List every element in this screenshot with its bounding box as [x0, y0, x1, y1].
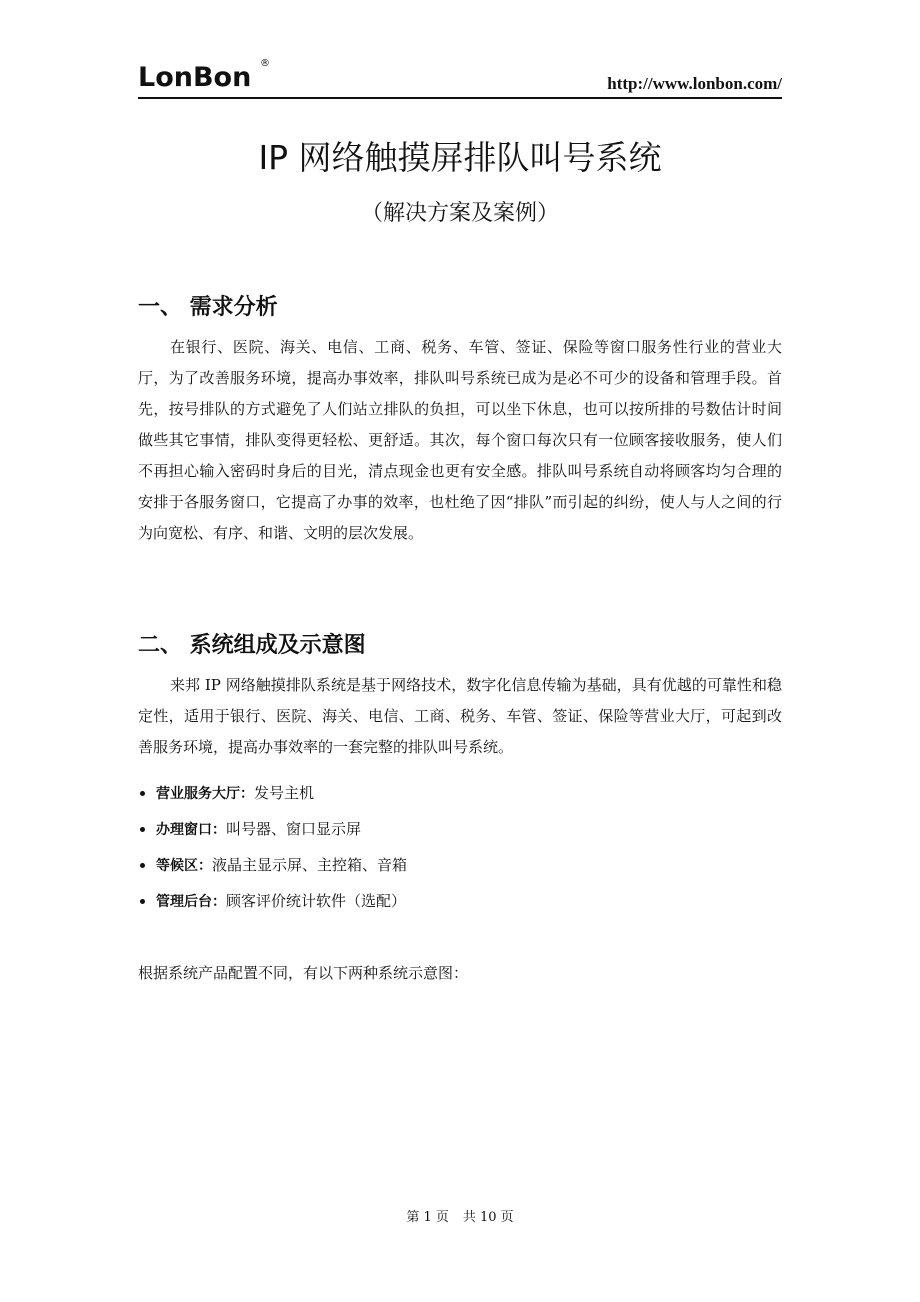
bullet-icon — [140, 827, 145, 832]
bullet-icon — [140, 791, 145, 796]
bullet-icon — [140, 863, 145, 868]
page-footer — [0, 1206, 920, 1225]
system-paragraph: 来邦 IP 网络触摸排队系统是基于网络技术，数字化信息传输为基础，具有优越的可靠性和稳定性，适用于银行、医院、海关、电信、工商、税务、车管、签证、保险等营业大厅，可起到改善服务环境，提高办事效率的一套完整的排队叫号系统。 — [138, 676, 782, 756]
list-item-label: 营业服务大厅 — [156, 786, 240, 802]
document-subtitle: （解决方案及案例） — [360, 201, 559, 226]
list-item-separator: ： — [212, 894, 226, 910]
component-list — [138, 780, 782, 924]
page-header — [138, 58, 782, 98]
lonbon-logo: LonBon — [138, 62, 252, 93]
list-item — [138, 888, 782, 924]
diagram-intro-note: 根据系统产品配置不同，有以下两种系统示意图： — [138, 964, 469, 982]
section-heading-requirements: 一、 需求分析 — [138, 295, 278, 320]
requirements-paragraph: 在银行、医院、海关、电信、工商、税务、车管、签证、保险等窗口服务性行业的营业大厅，为了改善服务环境，提高办事效率，排队叫号系统已成为是必不可少的设备和管理手段。首先，按号排队的方式避免了人们站立排队的负担，可以坐下休息，也可以按所排的号数估计时间做些其它事情，排队变得更轻松、更舒适。其次，每个窗口每次只有一位顾客接收服务，使人们不再担心输入密码时身后的目光，清点现金也更有安全感。排队叫号系统自动将顾客均匀合理的安排于各服务窗口，它提高了办事的效率，也杜绝了因“排队”而引起的纠纷，使人与人之间的行为向宽松、有序、和谐、文明的层次发展。 — [138, 338, 782, 542]
list-item-value: 叫号器、窗口显示屏 — [226, 820, 362, 838]
list-item-separator: ： — [212, 822, 226, 838]
list-item-label: 等候区 — [156, 858, 198, 874]
website-url: http://www.lonbon.com/ — [607, 74, 782, 93]
header-divider — [138, 97, 782, 99]
bullet-icon — [140, 899, 145, 904]
page-number: 第 1 页 — [406, 1210, 449, 1225]
list-item-value: 顾客评价统计软件（选配） — [226, 892, 407, 910]
list-item-separator: ： — [240, 786, 254, 802]
list-item-label: 办理窗口 — [156, 822, 212, 838]
list-item — [138, 780, 782, 816]
list-item — [138, 852, 782, 888]
list-item — [138, 816, 782, 852]
document-title: IP 网络触摸屏排队叫号系统 — [258, 138, 662, 177]
section-heading-system: 二、 系统组成及示意图 — [138, 633, 366, 658]
list-item-value: 发号主机 — [254, 784, 315, 802]
list-item-value: 液晶主显示屏、主控箱、音箱 — [212, 856, 408, 874]
list-item-label: 管理后台 — [156, 894, 212, 910]
list-item-separator: ： — [198, 858, 212, 874]
registered-mark: ® — [260, 58, 270, 69]
page-total: 共 10 页 — [462, 1210, 514, 1225]
